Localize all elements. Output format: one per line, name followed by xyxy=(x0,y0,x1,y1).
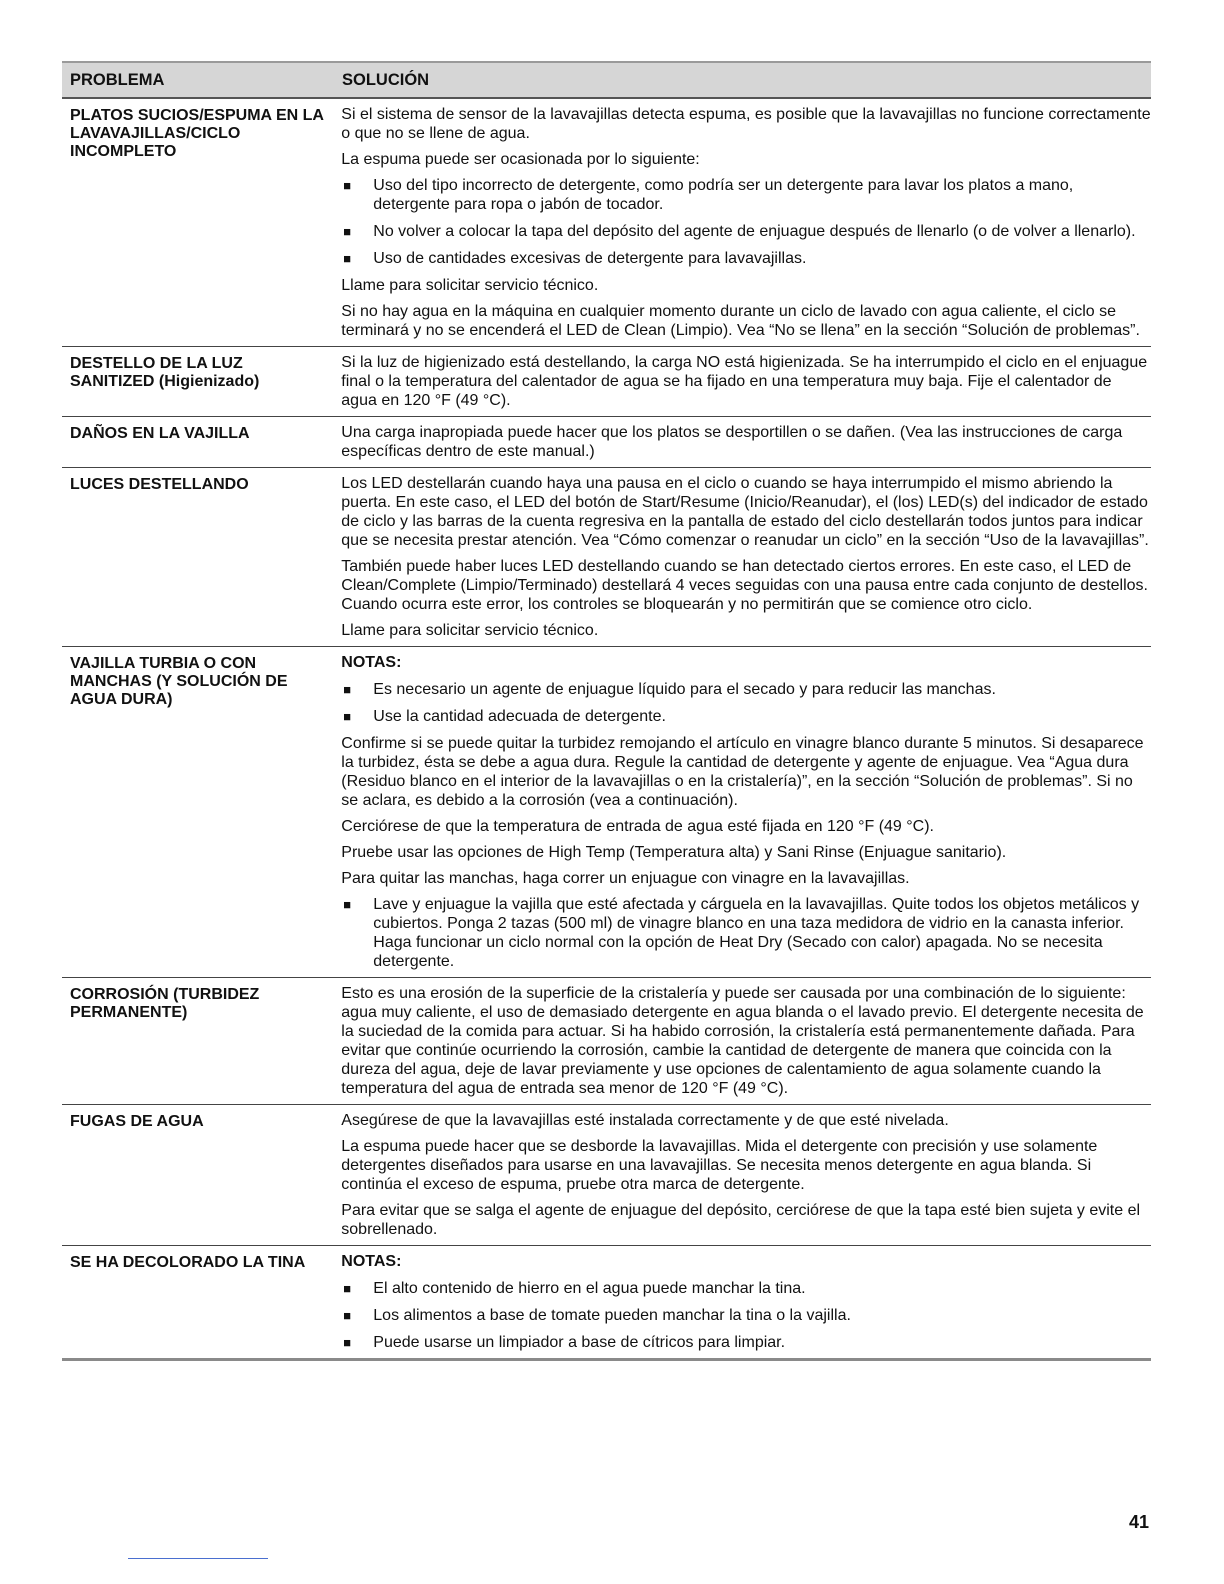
solution-paragraph: Los LED destellarán cuando haya una pausa en el ciclo o cuando se haya interrumpido el mismo abriendo la puerta. En este caso, el LED del botón de Start/Resume (Inicio/Reanudar), el (los) LED(s) del indicador de estado de ciclo y las barras de la cuenta regresiva en la pantalla de estado del ciclo destellarán todos juntos para indicar que se necesita prestar atención. Vea “Cómo comenzar o reanudar un ciclo” en la sección “Uso de la lavavajillas”. xyxy=(341,475,1149,549)
table-row xyxy=(62,1246,1151,1361)
bullet-text: Uso de cantidades excesivas de detergente para lavavajillas. xyxy=(373,250,807,267)
header-solution: SOLUCIÓN xyxy=(342,70,430,89)
solution-cell xyxy=(333,353,1151,410)
table-row xyxy=(62,647,1151,978)
solution-paragraph: Una carga inapropiada puede hacer que los platos se desportillen o se dañen. (Vea las instrucciones de carga específicas dentro de este manual.) xyxy=(341,424,1123,460)
solution-paragraph: La espuma puede ser ocasionada por lo siguiente: xyxy=(341,151,700,168)
solution-cell xyxy=(333,1252,1151,1352)
page-number: 41 xyxy=(1129,1512,1150,1532)
bullet-item xyxy=(341,222,1151,241)
problem-cell: CORROSIÓN (TURBIDEZ PERMANENTE) xyxy=(70,986,260,1021)
table-row xyxy=(62,347,1151,417)
solution-paragraph: Para quitar las manchas, haga correr un enjuague con vinagre en la lavavajillas. xyxy=(341,870,910,887)
solution-paragraph: Si no hay agua en la máquina en cualquier momento durante un ciclo de lavado con agua caliente, el ciclo se terminará y no se encenderá el LED de Clean (Limpio). Vea “No se llena” en la sección “Solución de problemas”. xyxy=(341,303,1140,339)
notes-heading: NOTAS: xyxy=(341,1253,402,1270)
problem-cell: LUCES DESTELLANDO xyxy=(70,476,249,493)
table-row xyxy=(62,417,1151,468)
bullet-text: Use la cantidad adecuada de detergente. xyxy=(373,708,666,725)
square-bullet-icon: ■ xyxy=(343,178,352,193)
square-bullet-icon: ■ xyxy=(343,1281,352,1296)
bullet-text: Uso del tipo incorrecto de detergente, como podría ser un detergente para lavar los platos a mano, detergente para ropa o jabón de tocador. xyxy=(373,177,1074,213)
bullet-text: Lave y enjuague la vajilla que esté afectada y cárguela en la lavavajillas. Quite todos los objetos metálicos y cubiertos. Ponga 2 tazas (500 ml) de vinagre blanco en una taza medidora de vidrio en la canasta inferior. Haga funcionar un ciclo normal con la opción de Heat Dry (Secado con calor) apagada. No se necesita detergente. xyxy=(373,896,1140,970)
square-bullet-icon: ■ xyxy=(343,251,352,266)
troubleshooting-table xyxy=(62,61,1151,1361)
solution-cell xyxy=(333,984,1151,1098)
bullet-item xyxy=(341,680,1151,699)
table-row xyxy=(62,1105,1151,1246)
problem-cell: PLATOS SUCIOS/ESPUMA EN LA LAVAVAJILLAS/CICLO INCOMPLETO xyxy=(70,107,324,160)
header-problem: PROBLEMA xyxy=(70,70,165,89)
solution-paragraph: Cerciórese de que la temperatura de entrada de agua esté fijada en 120 °F (49 °C). xyxy=(341,818,934,835)
square-bullet-icon: ■ xyxy=(343,224,352,239)
solution-paragraph: También puede haber luces LED destellando cuando se han detectado ciertos errores. En este caso, el LED de Clean/Complete (Limpio/Terminado) destellará 4 veces seguidas con una pausa entre cada conjunto de destellos. Cuando ocurra este error, los controles se bloquearán y no permitirán que se comience otro ciclo. xyxy=(341,558,1148,613)
table-row xyxy=(62,468,1151,647)
square-bullet-icon: ■ xyxy=(343,709,352,724)
solution-paragraph: Si el sistema de sensor de la lavavajillas detecta espuma, es posible que la lavavajillas no funcione correctamente o que no se llene de agua. xyxy=(341,106,1151,142)
table-row xyxy=(62,99,1151,347)
bullet-item xyxy=(341,1279,1151,1298)
problem-cell: VAJILLA TURBIA O CON MANCHAS (Y SOLUCIÓN DE AGUA DURA) xyxy=(70,655,288,708)
notes-heading: NOTAS: xyxy=(341,654,402,671)
bullet-text: No volver a colocar la tapa del depósito del agente de enjuague después de llenarlo (o de volver a llenarlo). xyxy=(373,223,1136,240)
table-row xyxy=(62,978,1151,1105)
square-bullet-icon: ■ xyxy=(343,1308,352,1323)
solution-paragraph: Si la luz de higienizado está destellando, la carga NO está higienizada. Se ha interrumpido el ciclo en el enjuague final o la temperatura del calentador de agua se ha fijado en una temperatura muy baja. Fije el calentador de agua en 120 °F (49 °C). xyxy=(341,354,1148,409)
problem-cell: FUGAS DE AGUA xyxy=(70,1113,204,1130)
bullet-text: El alto contenido de hierro en el agua puede manchar la tina. xyxy=(373,1280,806,1297)
bullet-item xyxy=(341,1333,1151,1352)
square-bullet-icon: ■ xyxy=(343,682,352,697)
problem-cell: DESTELLO DE LA LUZ SANITIZED (Higienizado) xyxy=(70,355,260,390)
solution-paragraph: Esto es una erosión de la superficie de la cristalería y puede ser causada por una combinación de lo siguiente: agua muy caliente, el uso de demasiado detergente en agua blanda o el lavado previo. El detergente necesita de la suciedad de la comida para actuar. Si ha habido corrosión, la cristalería está permanentemente dañada. Para evitar que continúe ocurriendo la corrosión, cambie la cantidad de detergente de manera que coincida con la dureza del agua, deje de lavar previamente y use opciones de calentamiento de agua solamente cuando la temperatura del agua de entrada sea menor de 120 °F (49 °C). xyxy=(341,985,1144,1097)
solution-paragraph: Llame para solicitar servicio técnico. xyxy=(341,277,599,294)
solution-paragraph: Confirme si se puede quitar la turbidez remojando el artículo en vinagre blanco durante 5 minutos. Si desaparece la turbidez, ésta se debe a agua dura. Regule la cantidad de detergente y agente de enjuague. Vea “Agua dura (Residuo blanco en el interior de la lavavajillas o en la cristalería)”, en la sección “Solución de problemas”. Si no se aclara, es debido a la corrosión (vea a continuación). xyxy=(341,735,1144,809)
square-bullet-icon: ■ xyxy=(343,1335,352,1350)
solution-cell xyxy=(333,105,1151,340)
problem-cell: DAÑOS EN LA VAJILLA xyxy=(70,425,250,442)
bullet-text: Puede usarse un limpiador a base de cítricos para limpiar. xyxy=(373,1334,786,1351)
solution-cell xyxy=(333,423,1151,461)
bullet-text: Los alimentos a base de tomate pueden manchar la tina o la vajilla. xyxy=(373,1307,851,1324)
solution-cell xyxy=(333,474,1151,640)
solution-paragraph: Llame para solicitar servicio técnico. xyxy=(341,622,599,639)
solution-paragraph: Para evitar que se salga el agente de enjuague del depósito, cerciórese de que la tapa esté bien sujeta y evite el sobrellenado. xyxy=(341,1202,1141,1238)
bullet-item xyxy=(341,176,1151,214)
problem-cell: SE HA DECOLORADO LA TINA xyxy=(70,1254,306,1271)
square-bullet-icon: ■ xyxy=(343,897,352,912)
solution-paragraph: La espuma puede hacer que se desborde la lavavajillas. Mida el detergente con precisión y use solamente detergentes diseñados para usarse en una lavavajillas. Se necesita menos detergente en agua blanda. Si continúa el exceso de espuma, pruebe otra marca de detergente. xyxy=(341,1138,1098,1193)
bullet-item xyxy=(341,1306,1151,1325)
bullet-text: Es necesario un agente de enjuague líquido para el secado y para reducir las manchas. xyxy=(373,681,996,698)
table-body xyxy=(62,99,1151,1361)
solution-cell xyxy=(333,653,1151,971)
solution-cell xyxy=(333,1111,1151,1239)
solution-paragraph: Asegúrese de que la lavavajillas esté instalada correctamente y de que esté nivelada. xyxy=(341,1112,949,1129)
bullet-item xyxy=(341,895,1151,971)
bottom-rule xyxy=(128,1558,268,1559)
table-header xyxy=(62,61,1151,99)
bullet-item xyxy=(341,249,1151,268)
solution-paragraph: Pruebe usar las opciones de High Temp (Temperatura alta) y Sani Rinse (Enjuague sanitario). xyxy=(341,844,1007,861)
bullet-item xyxy=(341,707,1151,726)
